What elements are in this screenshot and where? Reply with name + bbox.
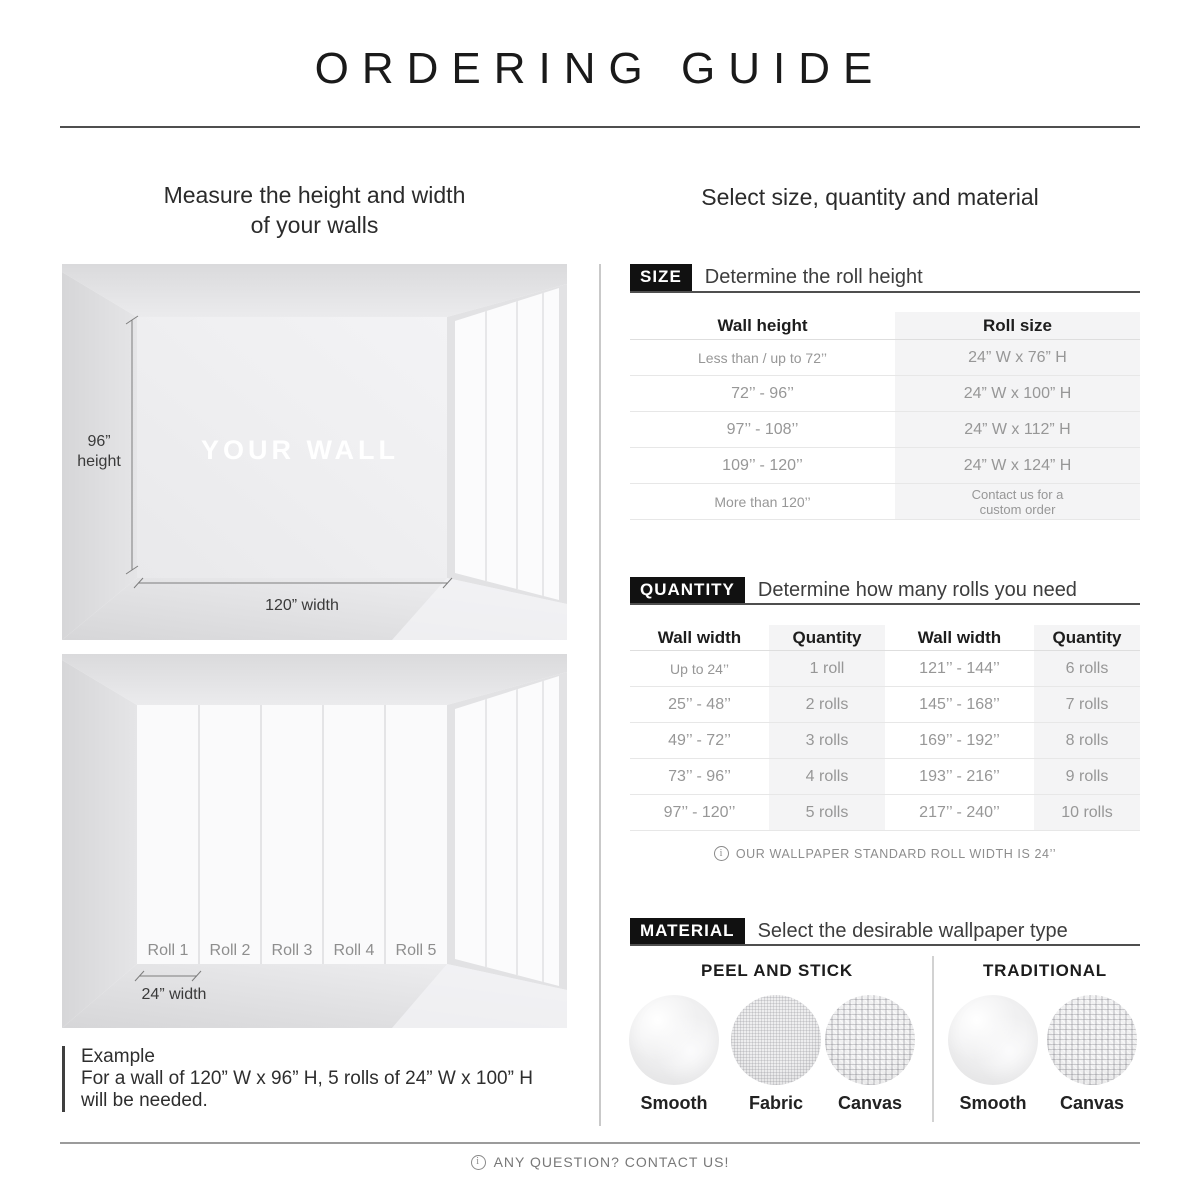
quantity-cell: 3 rolls (769, 723, 885, 758)
quantity-table (630, 625, 1140, 831)
example-title: Example (81, 1046, 155, 1067)
wall-width-cell: 49’’ - 72’’ (668, 731, 731, 749)
traditional-title: TRADITIONAL (982, 961, 1107, 980)
material-rule (630, 944, 1140, 946)
swatch-label: Smooth (640, 1093, 708, 1113)
roll-width-note-text: OUR WALLPAPER STANDARD ROLL WIDTH IS 24’’ (735, 846, 1057, 861)
roll-label: Roll 4 (333, 942, 375, 959)
quantity-table-row (630, 651, 1140, 687)
info-icon (471, 1155, 486, 1170)
example-block (62, 1046, 542, 1112)
wall-height-header: Wall height (717, 315, 808, 335)
room-illustration-rolls (62, 654, 567, 1028)
size-table-row (630, 484, 1140, 520)
roll-size-cell: 24” W x 124” H (895, 448, 1140, 483)
quantity-subtitle: Determine how many rolls you need (757, 579, 1077, 601)
swatch-label: Smooth (959, 1093, 1027, 1113)
material-subtitle: Select the desirable wallpaper type (757, 920, 1068, 942)
roll-size-cell (895, 484, 1140, 519)
roll-size-cell: 24” W x 76” H (895, 340, 1140, 375)
quantity-cell: 4 rolls (769, 759, 885, 794)
example-line2: will be needed. (81, 1090, 208, 1111)
roll-label: Roll 1 (147, 942, 189, 959)
left-wall (62, 660, 137, 1028)
quantity-table-row (630, 687, 1140, 723)
room-illustration-measure (62, 264, 567, 640)
swatch-peel-canvas (825, 995, 915, 1085)
quantity-cell: 2 rolls (769, 687, 885, 722)
wall-height-cell: 109’’ - 120’’ (722, 456, 803, 474)
your-wall-label: YOUR WALL (201, 435, 399, 465)
wall-height-cell: 97’’ - 108’’ (726, 420, 799, 438)
select-heading: Select size, quantity and material (701, 184, 1039, 210)
material-badge: MATERIAL (630, 918, 745, 945)
swatch-label: Canvas (1059, 1093, 1125, 1113)
size-badge: SIZE (630, 264, 692, 291)
quantity-table-header (630, 625, 1140, 651)
size-table-row (630, 376, 1140, 412)
quantity-header: Quantity (769, 625, 885, 650)
roll-size-header: Roll size (895, 312, 1140, 339)
wall-width-cell: 169’’ - 192’’ (919, 731, 1000, 749)
swatch-peel-smooth (629, 995, 719, 1085)
wall-width-cell: Up to 24’’ (670, 660, 729, 677)
room-rolls-svg (62, 654, 567, 1028)
wall-width-header: Wall width (657, 627, 742, 647)
room-measure-svg (62, 264, 567, 640)
roll-size-cell: 24” W x 112” H (895, 412, 1140, 447)
quantity-table-row (630, 723, 1140, 759)
quantity-header: Quantity (1034, 625, 1140, 650)
wall-height-cell: Less than / up to 72’’ (698, 349, 827, 366)
wall-width-cell: 25’’ - 48’’ (668, 695, 731, 713)
title-divider (60, 126, 1140, 128)
quantity-section-head (630, 577, 1140, 604)
info-icon (714, 846, 729, 861)
column-divider (599, 264, 601, 1126)
roll-label: Roll 2 (209, 942, 251, 959)
swatch-label: Fabric (748, 1093, 804, 1113)
wall-height-cell: 72’’ - 96’’ (731, 384, 794, 402)
wall-width-cell: 73’’ - 96’’ (668, 767, 731, 785)
quantity-table-row (630, 759, 1140, 795)
size-subtitle: Determine the roll height (704, 266, 923, 288)
size-section-head (630, 264, 1140, 291)
page-title: ORDERING GUIDE (314, 44, 886, 93)
swatch-peel-fabric (731, 995, 821, 1085)
swatch-traditional-smooth (948, 995, 1038, 1085)
material-group-divider (932, 956, 934, 1122)
roll-label: Roll 3 (271, 942, 313, 959)
example-line1: For a wall of 120” W x 96” H, 5 rolls of 24” W x 100” H (81, 1068, 533, 1089)
peel-and-stick-title: PEEL AND STICK (701, 961, 853, 980)
quantity-cell: 6 rolls (1034, 651, 1140, 686)
quantity-cell: 5 rolls (769, 795, 885, 830)
size-table-row (630, 412, 1140, 448)
quantity-cell: 9 rolls (1034, 759, 1140, 794)
swatch-traditional-canvas (1047, 995, 1137, 1085)
height-value-label: 96” (87, 433, 111, 450)
wall-width-cell: 145’’ - 168’’ (919, 695, 1000, 713)
measure-heading (62, 180, 567, 240)
wall-width-cell: 121’’ - 144’’ (919, 659, 1000, 677)
height-word-label: height (77, 453, 121, 470)
wall-width-header: Wall width (917, 627, 1002, 647)
roll-width-label: 24” width (141, 986, 207, 1003)
contact-custom-order-text: Contact us for a custom order (971, 486, 1064, 517)
size-rule (630, 291, 1140, 293)
measure-heading-line2: of your walls (250, 212, 379, 238)
quantity-table-row (630, 795, 1140, 831)
contact-note (0, 1154, 1200, 1170)
quantity-cell: 10 rolls (1034, 795, 1140, 830)
footer-divider (60, 1142, 1140, 1144)
material-section-head (630, 918, 1140, 945)
wall-width-cell: 217’’ - 240’’ (919, 803, 1000, 821)
contact-note-text: ANY QUESTION? CONTACT US! (493, 1154, 730, 1170)
quantity-rule (630, 603, 1140, 605)
wall-height-cell: More than 120’’ (714, 493, 811, 510)
wallpaper-panels (137, 705, 447, 964)
quantity-badge: QUANTITY (630, 577, 745, 604)
measure-heading-line1: Measure the height and width (163, 182, 466, 208)
quantity-cell: 8 rolls (1034, 723, 1140, 758)
wall-width-cell: 193’’ - 216’’ (919, 767, 1000, 785)
quantity-cell: 7 rolls (1034, 687, 1140, 722)
size-table (630, 312, 1140, 520)
roll-size-cell: 24” W x 100” H (895, 376, 1140, 411)
swatch-label: Canvas (837, 1093, 903, 1113)
wall-width-cell: 97’’ - 120’’ (663, 803, 736, 821)
quantity-cell: 1 roll (769, 651, 885, 686)
roll-width-note (630, 846, 1140, 861)
size-table-row (630, 340, 1140, 376)
roll-label: Roll 5 (395, 942, 437, 959)
size-table-row (630, 448, 1140, 484)
width-value-label: 120” width (265, 597, 339, 614)
size-table-header (630, 312, 1140, 340)
